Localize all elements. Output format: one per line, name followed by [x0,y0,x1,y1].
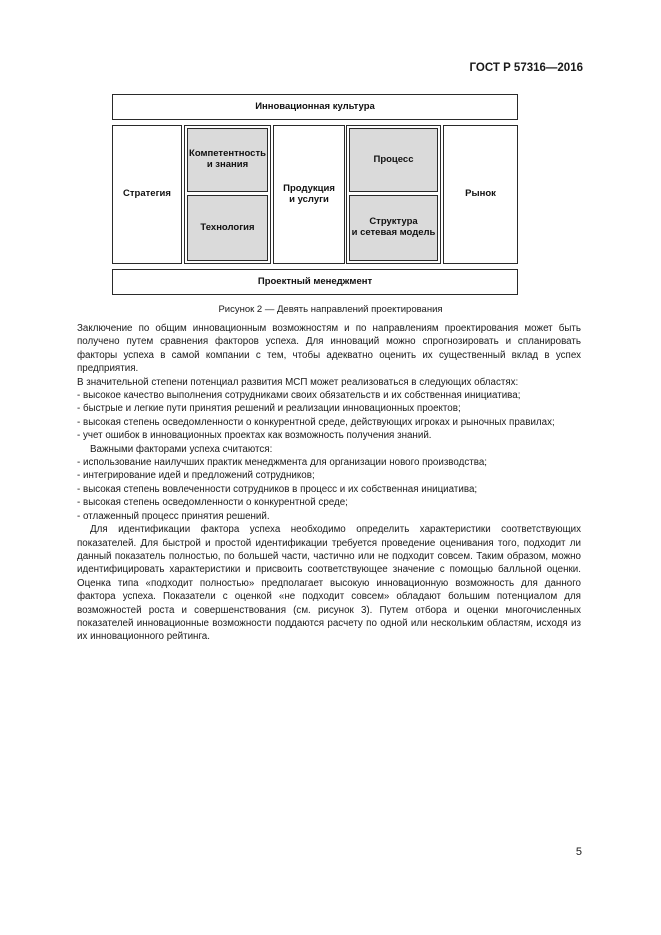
structure-box [349,195,438,261]
list-item [77,402,581,415]
list-item-text: - быстрые и легкие пути принятия решений и реализации инновационных проектов; [77,403,461,415]
products-box [273,125,345,264]
project-management-box [112,269,518,295]
figure-caption: Рисунок 2 — Девять направлений проектирования [218,304,443,315]
list-item-text: - использование наилучших практик менеджмента для организации нового производства; [77,457,488,469]
technology-label: Технология [200,221,255,233]
list-item-text: - высокая степень осведомленности о конкурентной среде; [77,497,348,509]
list-item-text: - интегрирование идей и предложений сотрудников; [77,470,315,482]
paragraph-text: В значительной степени потенциал развития МСП может реализоваться в следующих областях: [77,376,519,388]
market-box [443,125,518,264]
paragraph [77,376,581,389]
page-number: 5 [575,846,582,858]
list-item-text: - учет ошибок в инновационных проектах как возможность получения знаний. [77,430,432,442]
paragraph-text: Важными факторами успеха считаются: [90,443,273,455]
standard-designation: ГОСТ Р 57316—2016 [469,62,583,74]
list-item-text: - высокая степень вовлеченности сотрудников в процесс и их собственная инициатива; [77,483,478,495]
list-item-text: - высокая степень осведомленности о конкурентной среде, действующих игроках и рыночных правилах; [77,416,555,428]
list-item [77,469,581,482]
paragraph [77,443,581,456]
body-text [77,322,581,644]
list-item [77,483,581,496]
list-item [77,496,581,509]
list-item-text: - отлаженный процесс принятия решений. [77,510,270,522]
directions-diagram [112,94,518,297]
technology-box [187,195,268,261]
process-box [349,128,438,192]
paragraph-text: Заключение по общим инновационным возможностям и по направлениям проектирования может быть получено путем сравнения факторов успеха. Для инноваций можно спрогнозировать и спланировать факторы успеха в самой компании с тем, чтобы адекватно оценить их существенный вклад в успех предприятия. [77,323,581,375]
project-management-label: Проектный менеджмент [257,275,373,287]
market-label: Рынок [465,188,496,200]
list-item [77,510,581,523]
list-item [77,389,581,402]
paragraph [77,523,581,644]
competence-box [187,128,268,192]
competence-label: Компетентность и знания [189,148,266,170]
innovation-culture-box [112,94,518,120]
process-label: Процесс [373,153,414,165]
list-item [77,429,581,442]
list-item [77,456,581,469]
strategy-label: Стратегия [123,188,171,200]
products-label: Продукция и услуги [283,182,335,205]
list-item-text: - высокое качество выполнения сотрудниками своих обязательств и их собственная инициатива; [77,390,521,402]
paragraph-text: Для идентификации фактора успеха необходимо определить характеристики соответствующих показателей. Для быстрой и простой идентификации требуется проведение оценивания того, подходит ли данный показатель полностью, по большей части, частично или не подходит совсем. Таким образом, можно идентифицировать характеристики и присвоить соответствующее значение с помощью балльной оценки. Оценка типа «подходит полностью» предполагает высокую инновационную возможность для данного фактора успеха. Показатели с оценкой «не подходит совсем» обладают большим потенциалом для возможностей роста и совершенствования (см. рисунок 3). Путем отбора и оценки многочисленных показателей инновационные возможности поддаются расчету по одной или нескольким областям, исходя из их инновационного рейтинга. [77,524,581,643]
list-item [77,416,581,429]
innovation-culture-label: Инновационная культура [255,100,375,112]
paragraph [77,322,581,376]
structure-label: Структура и сетевая модель [351,216,436,238]
strategy-box [112,125,182,264]
